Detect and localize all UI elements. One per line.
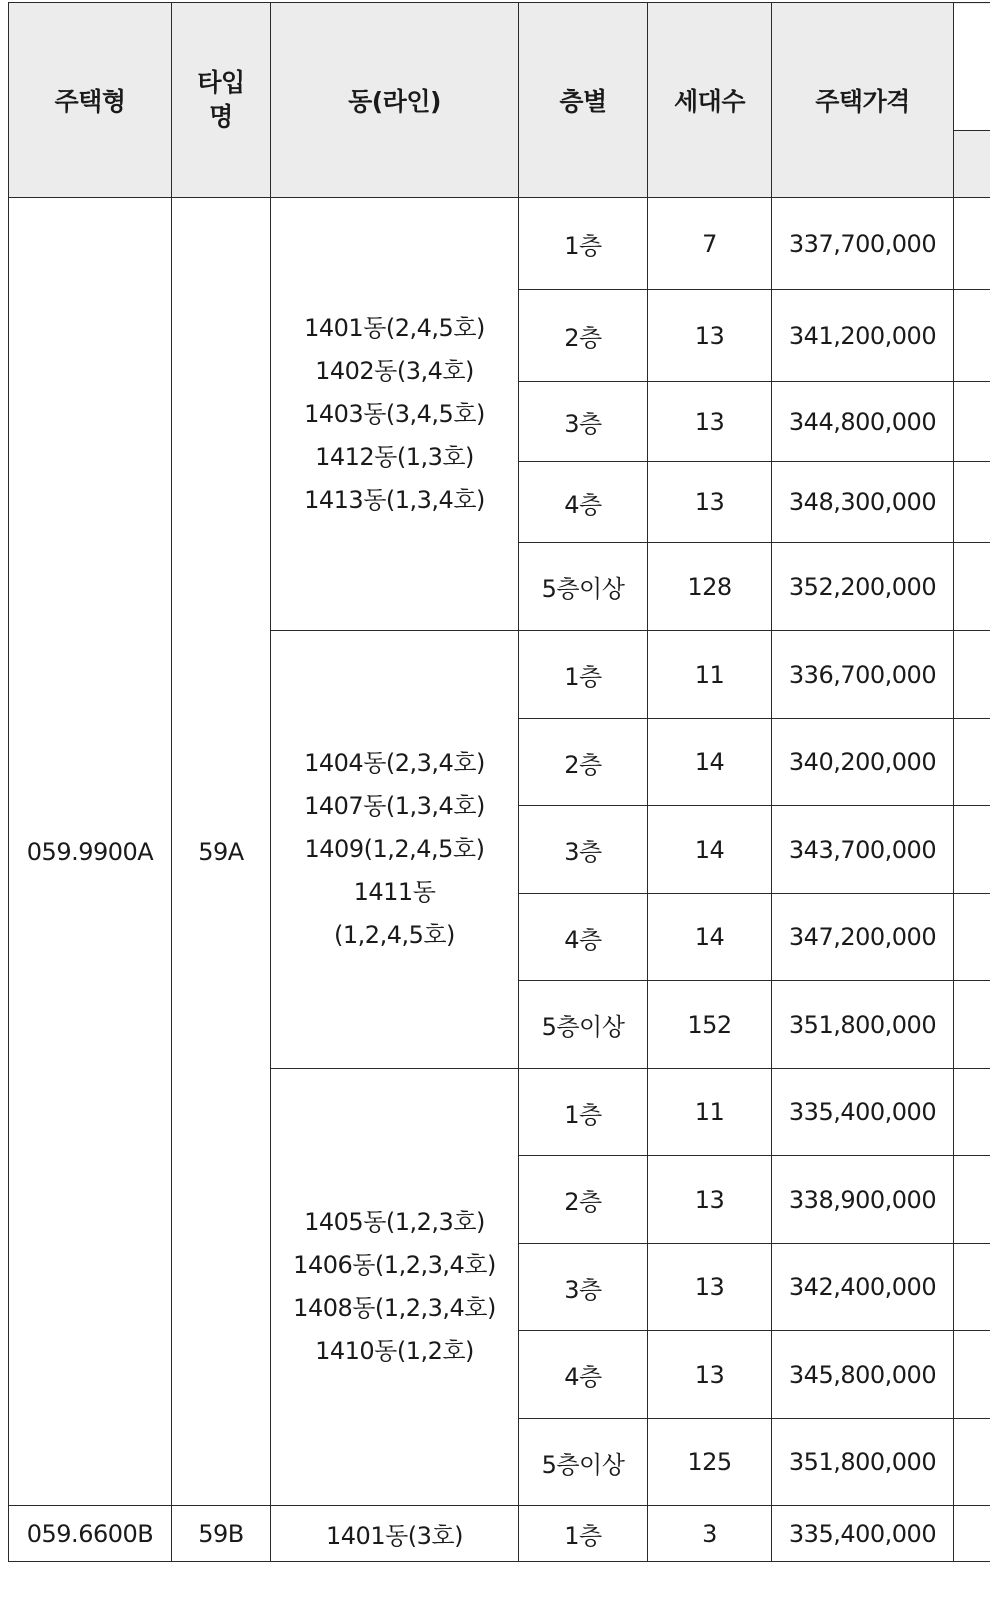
dong-line: (1,2,4,5호)	[334, 921, 455, 949]
dong-cell	[271, 198, 519, 631]
dong-line: 1401동(2,4,5호)	[304, 313, 485, 342]
units-cell: 13	[648, 1331, 772, 1419]
header-type-name	[172, 3, 271, 198]
dong-line: 1413동(1,3,4호)	[304, 485, 485, 514]
price-cell: 335,400,000	[772, 1506, 954, 1562]
dong-line: 1411동	[353, 878, 436, 906]
floor-cell: 3층	[519, 1244, 648, 1331]
price-cell: 345,800,000	[772, 1331, 954, 1419]
units-cell: 13	[648, 462, 772, 543]
cut-off-cell	[954, 1244, 990, 1331]
header-row	[9, 3, 990, 198]
table-row	[9, 198, 990, 290]
price-cell: 351,800,000	[772, 1419, 954, 1506]
cut-off-cell	[954, 198, 990, 290]
floor-cell: 1층	[519, 1506, 648, 1562]
floor-cell: 4층	[519, 894, 648, 981]
price-table	[8, 2, 990, 1562]
price-cell: 342,400,000	[772, 1244, 954, 1331]
cut-off-cell	[954, 1506, 990, 1562]
dong-line: 1410동(1,2호)	[315, 1337, 474, 1365]
header-units: 세대수	[648, 3, 772, 198]
price-cell: 343,700,000	[772, 806, 954, 894]
dong-cell	[271, 631, 519, 1069]
cut-off-cell	[954, 462, 990, 543]
floor-cell: 2층	[519, 290, 648, 382]
dong-line: 1409(1,2,4,5호)	[304, 835, 485, 863]
units-cell: 14	[648, 806, 772, 894]
price-cell: 344,800,000	[772, 382, 954, 462]
floor-cell: 2층	[519, 1156, 648, 1244]
price-cell: 340,200,000	[772, 719, 954, 806]
units-cell: 152	[648, 981, 772, 1069]
header-price: 주택가격	[772, 3, 954, 198]
price-cell: 352,200,000	[772, 543, 954, 631]
units-cell: 13	[648, 290, 772, 382]
floor-cell: 4층	[519, 1331, 648, 1419]
units-cell: 13	[648, 382, 772, 462]
units-cell: 11	[648, 1069, 772, 1156]
house-type-cell: 059.6600B	[9, 1506, 172, 1562]
cut-off-cell	[954, 290, 990, 382]
cut-off-cell	[954, 1331, 990, 1419]
header-floor: 층별	[519, 3, 648, 198]
price-cell: 335,400,000	[772, 1069, 954, 1156]
dong-cell	[271, 1069, 519, 1506]
price-cell: 351,800,000	[772, 981, 954, 1069]
dong-line: 1403동(3,4,5호)	[304, 399, 485, 428]
units-cell: 13	[648, 1244, 772, 1331]
cut-off-cell	[954, 382, 990, 462]
floor-cell: 2층	[519, 719, 648, 806]
dong-line: 1412동(1,3호)	[315, 442, 474, 471]
floor-cell: 3층	[519, 382, 648, 462]
units-cell: 13	[648, 1156, 772, 1244]
header-type-name-line1: 타입	[197, 68, 245, 97]
units-cell: 14	[648, 894, 772, 981]
floor-cell: 1층	[519, 631, 648, 719]
cut-off-cell	[954, 1419, 990, 1506]
header-type-name-line2: 명	[209, 102, 233, 131]
price-cell: 347,200,000	[772, 894, 954, 981]
header-house-type: 주택형	[9, 3, 172, 198]
cut-off-cell	[954, 719, 990, 806]
price-cell: 337,700,000	[772, 198, 954, 290]
floor-cell: 5층이상	[519, 543, 648, 631]
floor-cell: 1층	[519, 1069, 648, 1156]
price-cell: 336,700,000	[772, 631, 954, 719]
table-row	[9, 1506, 990, 1562]
cut-off-cell	[954, 1069, 990, 1156]
floor-cell: 4층	[519, 462, 648, 543]
cut-off-cell	[954, 981, 990, 1069]
cut-off-cell	[954, 894, 990, 981]
header-dong-line: 동(라인)	[271, 3, 519, 198]
units-cell: 3	[648, 1506, 772, 1562]
dong-line: 1408동(1,2,3,4호)	[293, 1294, 496, 1322]
price-cell: 338,900,000	[772, 1156, 954, 1244]
units-cell: 128	[648, 543, 772, 631]
cut-off-cell	[954, 543, 990, 631]
header-cut-off-column	[954, 3, 990, 198]
units-cell: 125	[648, 1419, 772, 1506]
cut-off-cell	[954, 806, 990, 894]
type-name-cell: 59B	[172, 1506, 271, 1562]
floor-cell: 5층이상	[519, 981, 648, 1069]
units-cell: 11	[648, 631, 772, 719]
floor-cell: 3층	[519, 806, 648, 894]
units-cell: 7	[648, 198, 772, 290]
cut-off-cell	[954, 631, 990, 719]
floor-cell: 1층	[519, 198, 648, 290]
dong-line: 1404동(2,3,4호)	[304, 749, 485, 777]
dong-line: 1406동(1,2,3,4호)	[293, 1251, 496, 1279]
cut-off-cell	[954, 1156, 990, 1244]
floor-cell: 5층이상	[519, 1419, 648, 1506]
dong-line: 1407동(1,3,4호)	[304, 792, 485, 820]
units-cell: 14	[648, 719, 772, 806]
price-cell: 348,300,000	[772, 462, 954, 543]
dong-line: 1405동(1,2,3호)	[304, 1208, 485, 1236]
dong-cell: 1401동(3호)	[271, 1506, 519, 1562]
dong-line: 1402동(3,4호)	[315, 356, 474, 385]
house-type-cell: 059.9900A	[9, 198, 172, 1506]
price-cell: 341,200,000	[772, 290, 954, 382]
type-name-cell: 59A	[172, 198, 271, 1506]
